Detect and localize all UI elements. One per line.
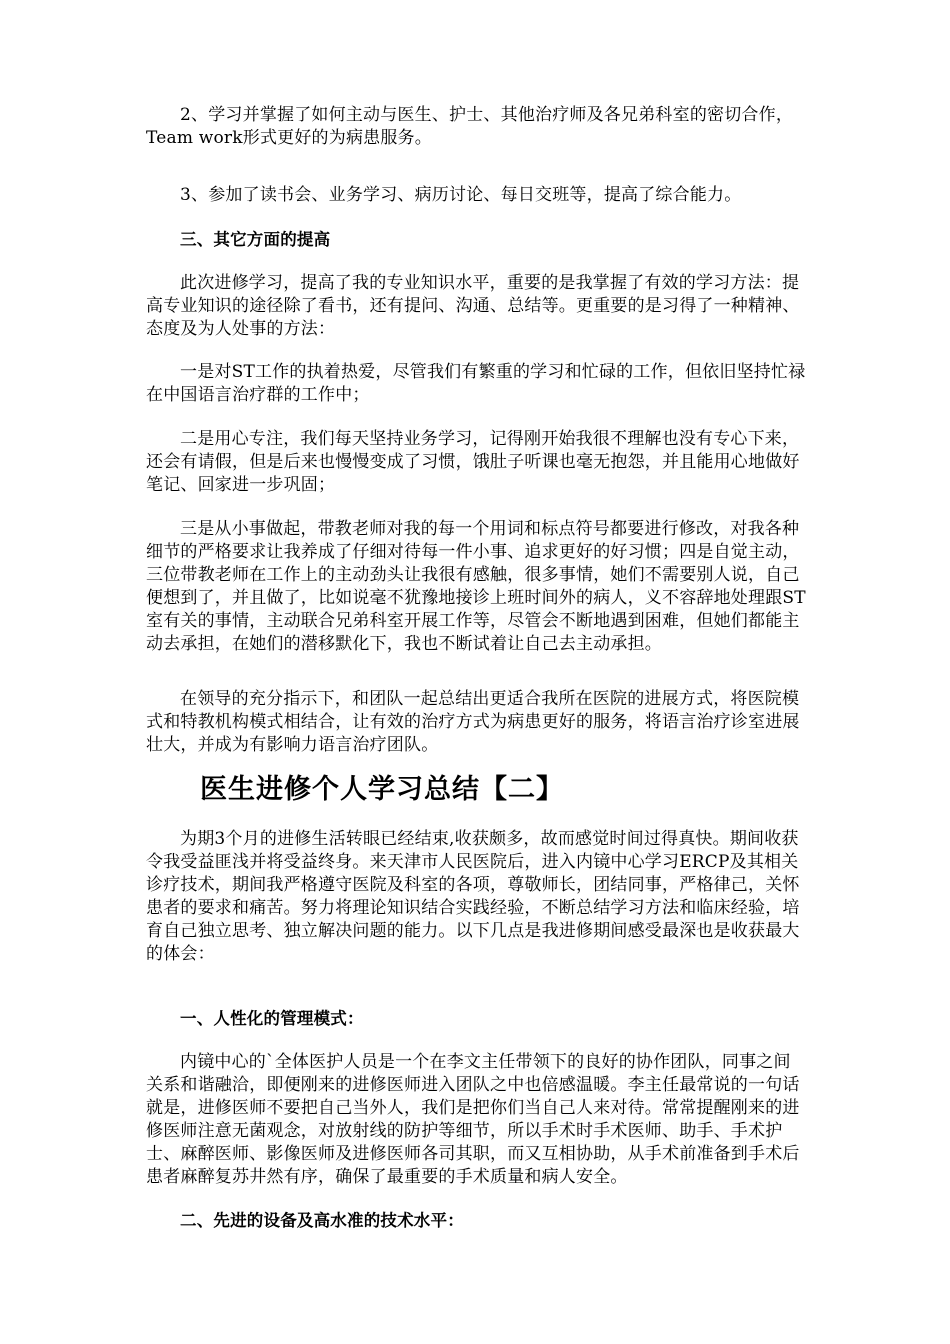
article-title: 医生进修个人学习总结【二】 — [200, 774, 564, 805]
paragraph-article-intro: 为期3个月的进修生活转眼已经结束,收获颇多，故而感觉时间过得真快。期间收获令我受益匪浅并将受益终身。来天津市人民医院后，进入内镜中心学习ERCP及其相关诊疗技术，期间我严格遵守医院及科室的各项，尊敬师长，团结同事，严格律己，关怀患者的要求和痛苦。努力将理论知识结合实践经验，不断总结学习方法和临床经验，培育自己独立思考、独立解决问题的能力。以下几点是我进修期间感受最深也是收获最大的体会： — [146, 829, 800, 964]
paragraph-management: 内镜中心的`全体医护人员是一个在李文主任带领下的良好的协作团队，同事之间关系和谐融洽，即便刚来的进修医师进入团队之中也倍感温暖。李主任最常说的一句话就是，进修医师不要把自己当外人，我们是把你们当自己人来对待。常常提醒刚来的进修医师注意无菌观念，对放射线的防护等细节，所以手术时手术医师、助手、手术护士、麻醉医师、影像医师及进修医师各司其职，而又互相协助，从手术前准备到手术后患者麻醉复苏井然有序，确保了最重要的手术质量和病人安全。 — [146, 1052, 800, 1187]
section-heading-management: 一、人性化的管理模式： — [180, 1009, 364, 1028]
paragraph-reading-club: 3、参加了读书会、业务学习、病历讨论、每日交班等，提高了综合能力。 — [180, 185, 742, 205]
section-heading-equipment: 二、先进的设备及高水准的技术水平： — [180, 1211, 464, 1230]
paragraph-study-intro: 此次进修学习，提高了我的专业知识水平，重要的是我掌握了有效的学习方法：提高专业知识的途径除了看书，还有提问、沟通、总结等。更重要的是习得了一种精神、态度及为人处事的方法： — [146, 273, 800, 339]
paragraph-closing: 在领导的充分指示下，和团队一起总结出更适合我所在医院的进展方式，将医院模式和特教机构模式相结合，让有效的治疗方式为病患更好的服务，将语言治疗诊室进展壮大，并成为有影响力语言治疗团队。 — [146, 689, 800, 755]
paragraph-point-one: 一是对ST工作的执着热爱，尽管我们有繁重的学习和忙碌的工作，但依旧坚持忙禄在中国语言治疗群的工作中； — [146, 362, 806, 405]
section-heading-other-improvements: 三、其它方面的提高 — [180, 230, 331, 249]
paragraph-point-two: 二是用心专注，我们每天坚持业务学习，记得刚开始我很不理解也没有专心下来，还会有请假，但是后来也慢慢变成了习惯，饿肚子听课也毫无抱怨，并且能用心地做好笔记、回家进一步巩固； — [146, 429, 800, 495]
paragraph-teamwork: 2、学习并掌握了如何主动与医生、护士、其他治疗师及各兄弟科室的密切合作，Team work形式更好的为病患服务。 — [146, 105, 794, 148]
paragraph-point-three: 三是从小事做起，带教老师对我的每一个用词和标点符号都要进行修改，对我各种细节的严格要求让我养成了仔细对待每一件小事、追求更好的好习惯；四是自觉主动，三位带教老师在工作上的主动劲头让我很有感触，很多事情，她们不需要别人说，自己便想到了，并且做了，比如说毫不犹豫地接诊上班时间外的病人，义不容辞地处理跟ST室有关的事情，主动联合兄弟科室开展工作等，尽管会不断地遇到困难，但她们都能主动去承担，在她们的潜移默化下，我也不断试着让自己去主动承担。 — [146, 519, 806, 654]
